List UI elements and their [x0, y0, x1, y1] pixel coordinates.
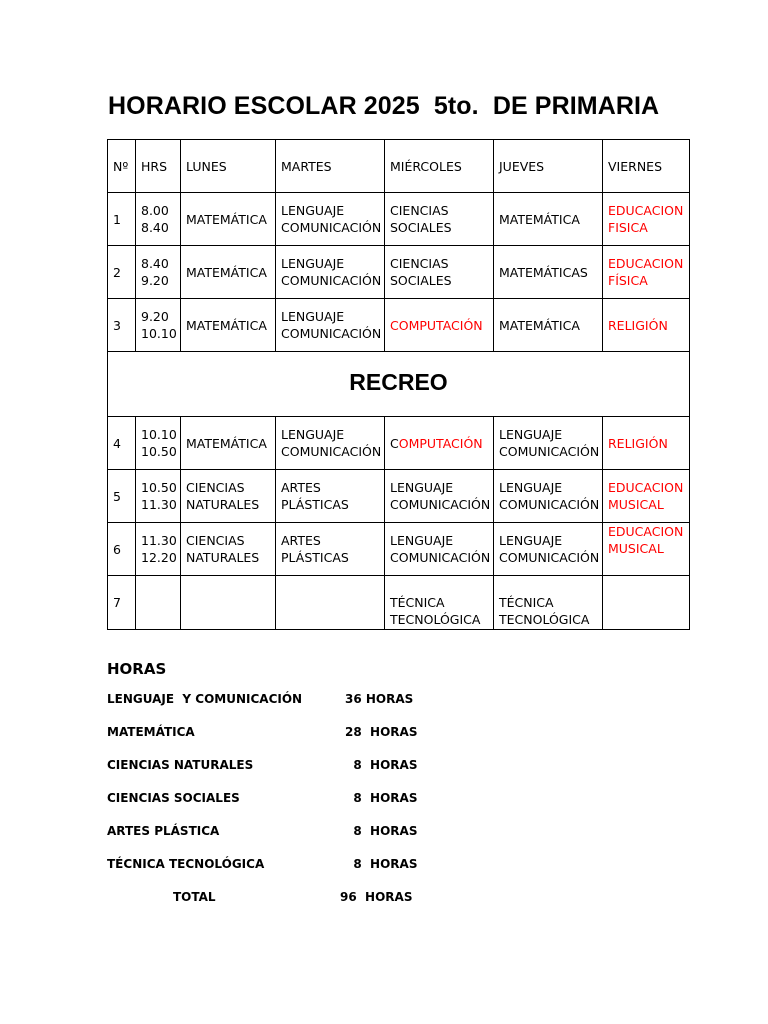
- cell-martes: LENGUAJE COMUNICACIÓN: [276, 246, 385, 299]
- period-number: 5: [108, 470, 136, 523]
- table-row: [108, 417, 690, 470]
- period-number: 7: [108, 576, 136, 630]
- hours-total-label: TOTAL: [173, 890, 216, 904]
- page-title: HORARIO ESCOLAR 2025 5to. DE PRIMARIA: [108, 92, 660, 120]
- period-hours: 8.40 9.20: [136, 246, 181, 299]
- table-row: [108, 470, 690, 523]
- header-cell: MARTES: [276, 140, 385, 193]
- cell-viernes: [603, 576, 690, 630]
- cell-martes: LENGUAJE COMUNICACIÓN: [276, 299, 385, 352]
- table-header-row: [108, 140, 690, 193]
- hours-summary: [107, 660, 418, 923]
- cell-miercoles: CIENCIAS SOCIALES: [385, 193, 494, 246]
- cell-lunes: MATEMÁTICA: [181, 246, 276, 299]
- hours-item: [107, 725, 418, 758]
- cell-viernes: RELIGIÓN: [603, 417, 690, 470]
- period-hours: 10.50 11.30: [136, 470, 181, 523]
- hours-value: 8 HORAS: [345, 791, 418, 805]
- cell-lunes: CIENCIAS NATURALES: [181, 523, 276, 576]
- cell-viernes: EDUCACION FÍSICA: [603, 246, 690, 299]
- cell-viernes: RELIGIÓN: [603, 299, 690, 352]
- hours-item: [107, 758, 418, 791]
- cell-lunes: MATEMÁTICA: [181, 299, 276, 352]
- cell-miercoles: LENGUAJE COMUNICACIÓN: [385, 523, 494, 576]
- hours-title: HORAS: [107, 660, 167, 678]
- cell-jueves: MATEMÁTICA: [494, 299, 603, 352]
- hours-value: 28 HORAS: [345, 725, 418, 739]
- hours-value: 8 HORAS: [345, 857, 418, 871]
- cell-jueves: LENGUAJE COMUNICACIÓN: [494, 470, 603, 523]
- cell-lunes: [181, 576, 276, 630]
- recreo-cell: [108, 352, 690, 417]
- hours-total: [107, 890, 413, 923]
- hours-subject: CIENCIAS SOCIALES: [107, 791, 240, 805]
- hours-subject: MATEMÁTICA: [107, 725, 195, 739]
- cell-jueves: LENGUAJE COMUNICACIÓN: [494, 417, 603, 470]
- period-number: 2: [108, 246, 136, 299]
- header-cell: VIERNES: [603, 140, 690, 193]
- hours-item: [107, 692, 414, 725]
- table-row: [108, 246, 690, 299]
- table-row: [108, 523, 690, 576]
- schedule-table: [107, 139, 690, 630]
- recreo-row: [108, 352, 690, 417]
- cell-miercoles-first-letter: C: [390, 435, 399, 451]
- hours-value: 36 HORAS: [345, 692, 414, 706]
- hours-total-value: 96 HORAS: [340, 890, 413, 904]
- cell-miercoles: LENGUAJE COMUNICACIÓN: [385, 470, 494, 523]
- cell-viernes: EDUCACION FISICA: [603, 193, 690, 246]
- cell-miercoles: TÉCNICA TECNOLÓGICA: [385, 576, 494, 630]
- period-number: 1: [108, 193, 136, 246]
- table-row: [108, 576, 690, 630]
- period-hours: [136, 576, 181, 630]
- period-number: 3: [108, 299, 136, 352]
- hours-subject: LENGUAJE Y COMUNICACIÓN: [107, 692, 303, 706]
- header-cell: LUNES: [181, 140, 276, 193]
- hours-subject: CIENCIAS NATURALES: [107, 758, 254, 772]
- table-row: [108, 193, 690, 246]
- hours-item: [107, 791, 418, 824]
- cell-jueves: TÉCNICA TECNOLÓGICA: [494, 576, 603, 630]
- cell-martes: ARTES PLÁSTICAS: [276, 523, 385, 576]
- cell-lunes: MATEMÁTICA: [181, 193, 276, 246]
- table-row: [108, 299, 690, 352]
- cell-miercoles: COMPUTACIÓN: [385, 299, 494, 352]
- hours-value: 8 HORAS: [345, 824, 418, 838]
- cell-miercoles-rest: OMPUTACIÓN: [398, 435, 483, 451]
- hours-item: [107, 824, 418, 857]
- cell-miercoles: [385, 417, 494, 470]
- period-hours: 11.30 12.20: [136, 523, 181, 576]
- hours-value: 8 HORAS: [345, 758, 418, 772]
- hours-subject: ARTES PLÁSTICA: [107, 824, 220, 838]
- recreo-label: RECREO: [349, 369, 448, 395]
- period-number: 6: [108, 523, 136, 576]
- cell-martes: ARTES PLÁSTICAS: [276, 470, 385, 523]
- cell-lunes: MATEMÁTICA: [181, 417, 276, 470]
- header-cell: MIÉRCOLES: [385, 140, 494, 193]
- header-cell: HRS: [136, 140, 181, 193]
- cell-viernes: EDUCACION MUSICAL: [603, 470, 690, 523]
- cell-jueves: LENGUAJE COMUNICACIÓN: [494, 523, 603, 576]
- hours-subject: TÉCNICA TECNOLÓGICA: [107, 857, 265, 871]
- cell-martes: [276, 576, 385, 630]
- cell-miercoles: CIENCIAS SOCIALES: [385, 246, 494, 299]
- cell-martes: LENGUAJE COMUNICACIÓN: [276, 417, 385, 470]
- period-hours: 8.00 8.40: [136, 193, 181, 246]
- cell-viernes: EDUCACION MUSICAL: [603, 523, 690, 576]
- cell-jueves: MATEMÁTICA: [494, 193, 603, 246]
- header-cell: Nº: [108, 140, 136, 193]
- cell-jueves: MATEMÁTICAS: [494, 246, 603, 299]
- hours-item: [107, 857, 418, 890]
- cell-lunes: CIENCIAS NATURALES: [181, 470, 276, 523]
- period-hours: 9.20 10.10: [136, 299, 181, 352]
- header-cell: JUEVES: [494, 140, 603, 193]
- cell-martes: LENGUAJE COMUNICACIÓN: [276, 193, 385, 246]
- period-number: 4: [108, 417, 136, 470]
- period-hours: 10.10 10.50: [136, 417, 181, 470]
